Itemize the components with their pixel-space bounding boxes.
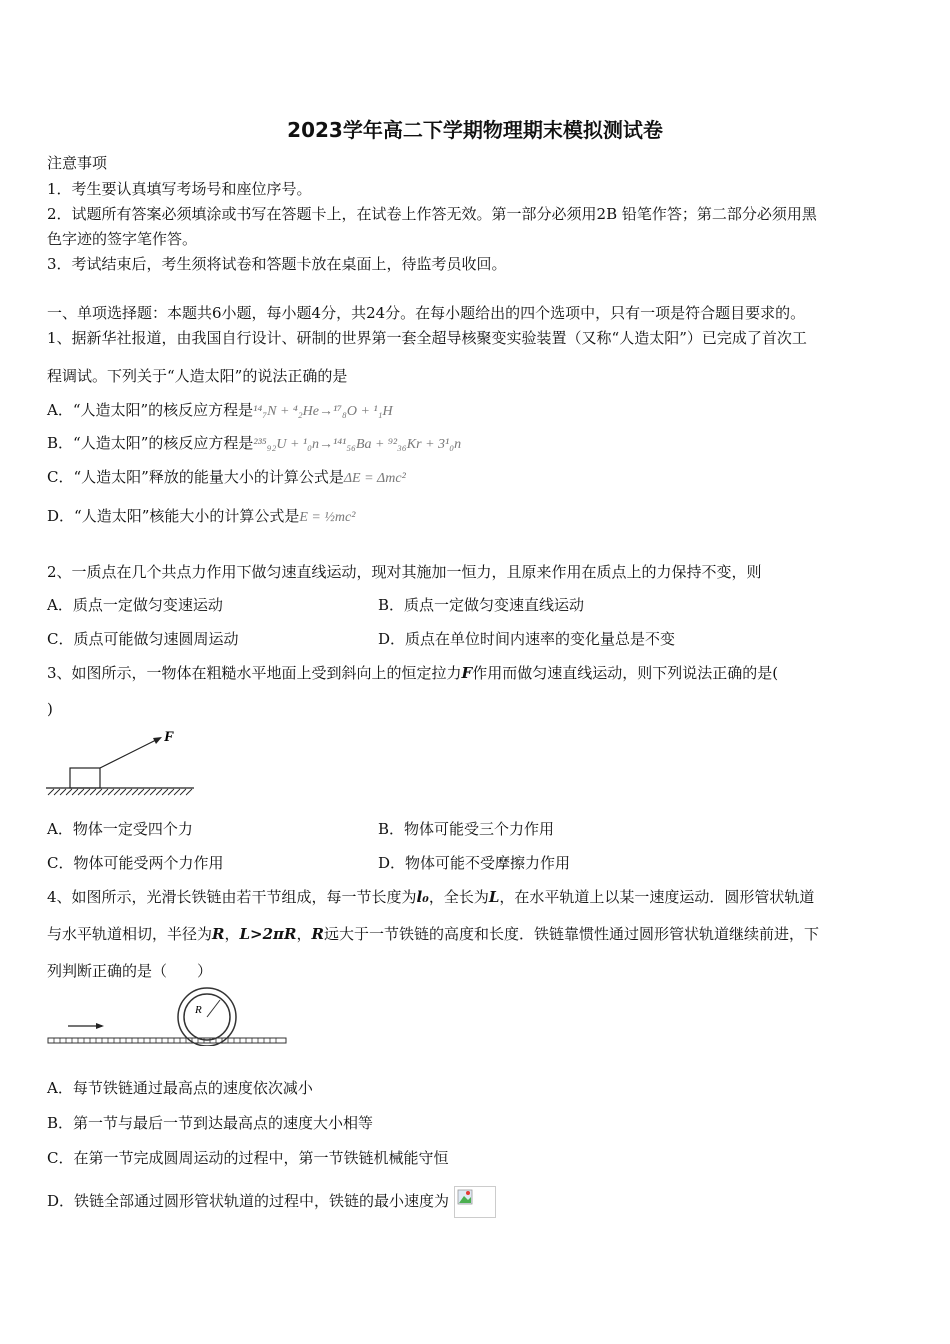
force-symbol: F bbox=[461, 664, 473, 682]
chain-links bbox=[54, 1038, 276, 1043]
arrowhead-icon bbox=[153, 737, 162, 744]
formula: ¹⁴₇N + ⁴₂He→¹⁷₈O + ¹₁H bbox=[253, 404, 393, 419]
q3-option-d: D．物体可能不受摩擦力作用 bbox=[378, 854, 571, 872]
stem-text: 远大于一节铁链的高度和长度．铁链靠惯性通过圆形管状轨道继续前进，下 bbox=[323, 925, 819, 943]
q2-option-d: D．质点在单位时间内速率的变化量总是不变 bbox=[378, 630, 676, 648]
formula: ΔE = Δmc² bbox=[343, 471, 406, 486]
q3-figure bbox=[44, 726, 200, 798]
q1-stem: 1、据新华社报道，由我国自行设计、研制的世界第一套全超导核聚变实验装置（又称“人造太阳”）已完成了首次工 bbox=[47, 329, 807, 347]
arrowhead-icon bbox=[96, 1023, 104, 1029]
symbol: L>2πR bbox=[239, 925, 297, 943]
symbol: L bbox=[488, 888, 500, 906]
formula: E = ½mc² bbox=[299, 510, 356, 525]
broken-image-icon bbox=[454, 1186, 496, 1218]
stem-text: ，全长为 bbox=[428, 888, 489, 906]
notice-item: 2．试题所有答案必须填涂或书写在答题卡上，在试卷上作答无效。第一部分必须用2B 铅笔作答；第二部分必须用黑 bbox=[47, 205, 817, 223]
symbol: R bbox=[212, 925, 225, 943]
option-text: D．“人造太阳”核能大小的计算公式是 bbox=[47, 507, 300, 525]
radius-line bbox=[207, 1000, 220, 1017]
q1-option-a bbox=[47, 399, 393, 420]
q3-option-b: B．物体可能受三个力作用 bbox=[378, 820, 555, 838]
stem-text: ， bbox=[296, 925, 312, 943]
formula: ²³⁵₉₂U + ¹₀n→¹⁴¹₅₆Ba + ⁹²₃₆Kr + 3¹₀n bbox=[253, 437, 462, 452]
q1-option-d bbox=[47, 505, 355, 526]
symbol: l₀ bbox=[416, 888, 429, 906]
force-arrow bbox=[100, 738, 160, 768]
notice-item: 3．考试结束后，考生须将试卷和答题卡放在桌面上，待监考员收回。 bbox=[47, 255, 507, 273]
q4-option-c: C．在第一节完成圆周运动的过程中，第一节铁链机械能守恒 bbox=[47, 1149, 449, 1167]
stem-text: ， bbox=[224, 925, 240, 943]
q3-option-c: C．物体可能受两个力作用 bbox=[47, 854, 224, 872]
stem-text: ，在水平轨道上以某一速度运动．圆形管状轨道 bbox=[499, 888, 815, 906]
q4-stem bbox=[47, 923, 819, 944]
stem-text: 3、如图所示，一物体在粗糙水平地面上受到斜向上的恒定拉力 bbox=[47, 664, 462, 682]
q2-stem: 2、一质点在几个共点力作用下做匀速直线运动，现对其施加一恒力，且原来作用在质点上的力保持不变，则 bbox=[47, 563, 762, 581]
radius-label: R bbox=[195, 1004, 202, 1016]
q2-option-a: A．质点一定做匀变速运动 bbox=[47, 596, 223, 614]
stem-text: 与水平轨道相切，半径为 bbox=[47, 925, 213, 943]
q1-option-c bbox=[47, 466, 406, 487]
q4-option-d bbox=[47, 1186, 496, 1218]
q4-figure bbox=[44, 986, 290, 1046]
q4-option-b: B．第一节与最后一节到达最高点的速度大小相等 bbox=[47, 1114, 374, 1132]
q2-option-c: C．质点可能做匀速圆周运动 bbox=[47, 630, 239, 648]
q4-stem bbox=[47, 886, 814, 907]
notice-heading: 注意事项 bbox=[47, 154, 108, 172]
q4-stem: 列判断正确的是（ ） bbox=[47, 962, 213, 980]
force-label: F bbox=[164, 729, 175, 745]
block bbox=[70, 768, 100, 788]
page-title: 2023学年高二下学期物理期末模拟测试卷 bbox=[287, 118, 663, 142]
ground-hatch bbox=[48, 789, 192, 795]
option-text: B．“人造太阳”的核反应方程是 bbox=[47, 434, 254, 452]
q1-stem: 程调试。下列关于“人造太阳”的说法正确的是 bbox=[47, 367, 348, 385]
q3-option-a: A．物体一定受四个力 bbox=[47, 820, 193, 838]
section-heading: 一、单项选择题：本题共6小题，每小题4分，共24分。在每小题给出的四个选项中，只有一项是符合题目要求的。 bbox=[47, 304, 806, 322]
q3-stem bbox=[47, 662, 778, 683]
q3-stem-end: ) bbox=[47, 700, 53, 718]
option-text: C．“人造太阳”释放的能量大小的计算公式是 bbox=[47, 468, 344, 486]
symbol: R bbox=[311, 925, 324, 943]
q2-option-b: B．质点一定做匀变速直线运动 bbox=[378, 596, 585, 614]
stem-text: 4、如图所示，光滑长铁链由若干节组成，每一节长度为 bbox=[47, 888, 417, 906]
q1-option-b bbox=[47, 432, 461, 453]
option-text: D．铁链全部通过圆形管状轨道的过程中，铁链的最小速度为 bbox=[47, 1192, 450, 1210]
q4-option-a: A．每节铁链通过最高点的速度依次减小 bbox=[47, 1079, 313, 1097]
stem-text: 作用而做匀速直线运动，则下列说法正确的是( bbox=[472, 664, 779, 682]
notice-item: 色字迹的签字笔作答。 bbox=[47, 230, 198, 248]
option-text: A．“人造太阳”的核反应方程是 bbox=[47, 401, 254, 419]
notice-item: 1．考生要认真填写考场号和座位序号。 bbox=[47, 180, 312, 198]
